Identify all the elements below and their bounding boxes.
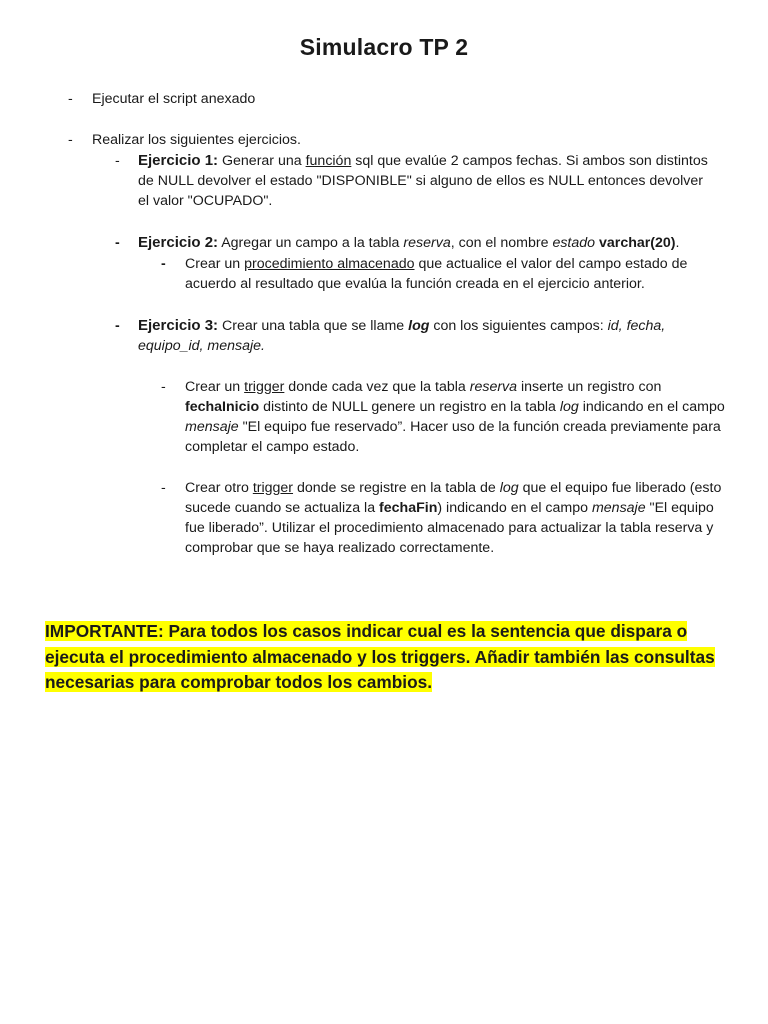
document-title: Simulacro TP 2 (299, 34, 469, 60)
ejercicio-3-subitem-2: Crear otro trigger donde se registre en la tabla de log que el equipo fue liberado (esto sucede cuando se actualiza la fechaFin) indicando en el campo mensaje "El equipo fue liberado”. Utilizar el procedimiento almacenado para actualizar la tabla reserva y comprobar que se haya realizado correctamente. (185, 480, 722, 556)
ejercicio-2-subitem: Crear un procedimiento almacenado que actualice el valor del campo estado de acuerdo al resultado que evalúa la función creada en el ejercicio anterior. (185, 256, 688, 292)
ejercicio-3-label: Ejercicio 3: (138, 317, 219, 334)
ejercicio-3: Ejercicio 3: Crear una tabla que se llame log con los siguientes campos: id, fecha, equipo_id, mensaje. (138, 317, 666, 354)
list-bullet: - (161, 256, 166, 272)
ejercicio-3-subitem-1: Crear un trigger donde cada vez que la tabla reserva inserte un registro con fechaInicio distinto de NULL genere un registro en la tabla log indicando en el campo mensaje "El equipo fue reservado”. Hacer uso de la función creada previamente para completar el campo estado. (185, 379, 725, 455)
list-bullet: - (161, 379, 166, 395)
ejercicio-1: Ejercicio 1: Generar una función sql que evalúe 2 campos fechas. Si ambos son distintos de NULL devolver el estado "DISPONIBLE" si alguno de ellos es NULL entonces devolver el valor "OCUPADO". (138, 152, 708, 209)
list-bullet: - (68, 91, 73, 107)
list-bullet: - (115, 235, 120, 251)
list-bullet: - (115, 318, 120, 334)
funcion-link-text: función (305, 153, 352, 169)
list-item-ejecutar-script: Ejecutar el script anexado (92, 91, 256, 107)
important-note (45, 619, 735, 696)
list-bullet: - (115, 153, 120, 169)
important-highlighted-text: IMPORTANTE: Para todos los casos indicar cual es la sentencia que dispara o ejecuta el procedimiento almacenado y los triggers. Añadir también las consultas necesarias para comprobar todos los cambios. (45, 621, 715, 692)
list-bullet: - (161, 480, 166, 496)
list-bullet: - (68, 132, 73, 148)
list-item-realizar-ejercicios: Realizar los siguientes ejercicios. (92, 132, 301, 148)
ejercicio-2: Ejercicio 2: Agregar un campo a la tabla reserva, con el nombre estado varchar(20). (138, 234, 680, 251)
ejercicio-2-label: Ejercicio 2: (138, 234, 219, 251)
ejercicio-1-label: Ejercicio 1: (138, 152, 219, 169)
